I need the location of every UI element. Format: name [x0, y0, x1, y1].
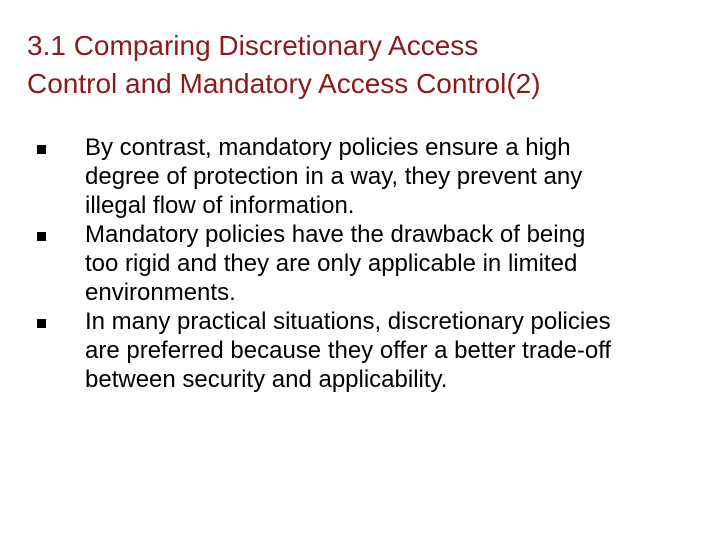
bullet-item [0, 307, 720, 394]
bullet-text [85, 133, 720, 220]
bullet-text-line: too rigid and they are only applicable in limited [85, 250, 578, 277]
slide-title [27, 27, 697, 103]
square-bullet-icon [37, 145, 46, 154]
bullet-text-line: illegal flow of information. [85, 192, 355, 219]
bullet-text-line: In many practical situations, discretionary policies [85, 308, 611, 335]
bullet-text [85, 307, 720, 394]
bullet-list [0, 133, 720, 394]
bullet-text-line: are preferred because they offer a better trade-off [85, 337, 612, 364]
bullet-text-line: between security and applicability. [85, 366, 448, 393]
bullet-text-line: degree of protection in a way, they prevent any [85, 163, 583, 190]
bullet-text-line: Mandatory policies have the drawback of being [85, 221, 586, 248]
slide-title-line: Control and Mandatory Access Control(2) [27, 68, 541, 99]
square-bullet-icon [37, 319, 46, 328]
bullet-text-line: environments. [85, 279, 236, 306]
bullet-text [85, 220, 720, 307]
square-bullet-icon [37, 232, 46, 241]
bullet-item [0, 133, 720, 220]
bullet-text-line: By contrast, mandatory policies ensure a high [85, 134, 571, 161]
slide-title-line: 3.1 Comparing Discretionary Access [27, 30, 479, 61]
bullet-item [0, 220, 720, 307]
